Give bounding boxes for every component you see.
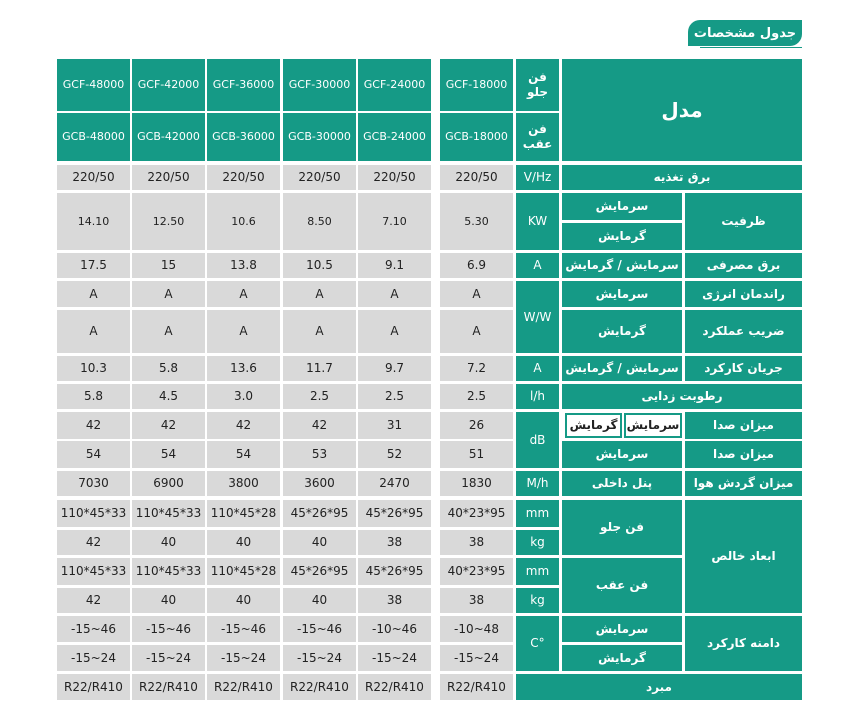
cell-eer: A xyxy=(358,281,431,307)
unit-mm: mm xyxy=(516,558,559,585)
cell-range-heat: -15~24 xyxy=(440,645,513,671)
table-title: جدول مشخصات xyxy=(688,20,802,46)
cell-back-model: GCB-24000 xyxy=(358,113,431,161)
cell-airflow: 2470 xyxy=(358,471,431,496)
cell-current: 10.3 xyxy=(57,356,130,381)
cell-cop: A xyxy=(440,310,513,353)
cell-front-kg: 40 xyxy=(207,530,280,555)
cell-noise2: 54 xyxy=(207,441,280,468)
cell-dehum: 2.5 xyxy=(358,384,431,409)
cell-front-kg: 40 xyxy=(132,530,205,555)
cell-eer: A xyxy=(132,281,205,307)
cell-back-dim: 45*26*95 xyxy=(283,558,356,585)
cell-supply: 220/50 xyxy=(283,165,356,190)
cell-range-cool: -15~46 xyxy=(283,616,356,642)
cell-noise1: 42 xyxy=(283,412,356,439)
cell-current: 9.7 xyxy=(358,356,431,381)
cell-noise1: 42 xyxy=(207,412,280,439)
operating-range-label: دامنه کارکرد xyxy=(685,616,802,671)
cell-capacity: 10.6 xyxy=(207,193,280,250)
cell-cop: A xyxy=(283,310,356,353)
unit-a: A xyxy=(516,356,559,381)
cell-range-heat: -15~24 xyxy=(207,645,280,671)
noise-heating-box: گرمایش xyxy=(565,413,622,438)
cell-range-cool: -15~46 xyxy=(57,616,130,642)
cell-back-model: GCB-18000 xyxy=(440,113,513,161)
cell-refrigerant: R22/R410 xyxy=(132,674,205,700)
airflow-label: میزان گردش هوا xyxy=(685,471,802,496)
cell-dehum: 4.5 xyxy=(132,384,205,409)
cell-back-model: GCB-30000 xyxy=(283,113,356,161)
cell-capacity: 14.10 xyxy=(57,193,130,250)
cop-label: ضریب عملکرد xyxy=(685,310,802,353)
cell-dehum: 3.0 xyxy=(207,384,280,409)
cell-noise1: 31 xyxy=(358,412,431,439)
cell-back-kg: 38 xyxy=(358,588,431,613)
cell-range-heat: -15~24 xyxy=(358,645,431,671)
cell-noise1: 26 xyxy=(440,412,513,439)
current-cool-heat: سرمایش / گرمایش xyxy=(562,356,682,381)
unit-mm: mm xyxy=(516,500,559,527)
title-underline xyxy=(700,47,802,48)
cell-dehum: 5.8 xyxy=(57,384,130,409)
cell-power: 13.8 xyxy=(207,253,280,278)
cell-refrigerant: R22/R410 xyxy=(57,674,130,700)
cell-back-dim: 45*26*95 xyxy=(358,558,431,585)
cell-range-heat: -15~24 xyxy=(57,645,130,671)
cell-range-cool: -15~46 xyxy=(132,616,205,642)
cell-power: 6.9 xyxy=(440,253,513,278)
cell-power: 10.5 xyxy=(283,253,356,278)
cell-range-cool: -15~46 xyxy=(207,616,280,642)
capacity-cooling: سرمایش xyxy=(562,193,682,220)
net-dimensions-label: ابعاد خالص xyxy=(685,500,802,613)
cell-supply: 220/50 xyxy=(440,165,513,190)
cell-noise2: 54 xyxy=(57,441,130,468)
cell-front-dim: 110*45*33 xyxy=(57,500,130,527)
cell-front-kg: 42 xyxy=(57,530,130,555)
cell-current: 13.6 xyxy=(207,356,280,381)
cell-cop: A xyxy=(358,310,431,353)
cell-front-dim: 45*26*95 xyxy=(283,500,356,527)
cell-front-model: GCF-48000 xyxy=(57,59,130,111)
cop-heating: گرمایش xyxy=(562,310,682,353)
cell-front-model: GCF-42000 xyxy=(132,59,205,111)
cell-eer: A xyxy=(440,281,513,307)
cell-noise2: 54 xyxy=(132,441,205,468)
cell-power: 9.1 xyxy=(358,253,431,278)
cell-back-kg: 42 xyxy=(57,588,130,613)
operating-current-label: جریان کارکرد xyxy=(685,356,802,381)
cell-back-kg: 38 xyxy=(440,588,513,613)
cell-capacity: 7.10 xyxy=(358,193,431,250)
cell-range-cool: -10~48 xyxy=(440,616,513,642)
unit-vhz: V/Hz xyxy=(516,165,559,190)
cell-airflow: 3800 xyxy=(207,471,280,496)
cell-range-heat: -15~24 xyxy=(283,645,356,671)
cell-cop: A xyxy=(57,310,130,353)
cell-refrigerant: R22/R410 xyxy=(283,674,356,700)
front-fan-label: فن جلو xyxy=(562,500,682,555)
back-fan-label: فن عقب xyxy=(562,558,682,613)
refrigerant-label: مبرد xyxy=(516,674,802,700)
power-consumption-label: برق مصرفی xyxy=(685,253,802,278)
noise-level-label: میزان صدا xyxy=(685,412,802,439)
cell-front-kg: 38 xyxy=(358,530,431,555)
cell-range-heat: -15~24 xyxy=(132,645,205,671)
cell-noise2: 53 xyxy=(283,441,356,468)
cell-back-model: GCB-36000 xyxy=(207,113,280,161)
cell-front-model: GCF-18000 xyxy=(440,59,513,111)
cell-range-cool: -10~46 xyxy=(358,616,431,642)
energy-efficiency-label: راندمان انرژی xyxy=(685,281,802,307)
cell-front-dim: 110*45*28 xyxy=(207,500,280,527)
capacity-label: ظرفیت xyxy=(685,193,802,250)
cell-capacity: 5.30 xyxy=(440,193,513,250)
noise-cooling-box: سرمایش xyxy=(624,413,682,438)
cell-back-kg: 40 xyxy=(283,588,356,613)
cell-refrigerant: R22/R410 xyxy=(440,674,513,700)
cell-back-dim: 40*23*95 xyxy=(440,558,513,585)
unit-kw: KW xyxy=(516,193,559,250)
cell-airflow: 7030 xyxy=(57,471,130,496)
unit-kg: kg xyxy=(516,530,559,555)
cell-cop: A xyxy=(132,310,205,353)
cell-front-kg: 38 xyxy=(440,530,513,555)
unit-ww: W/W xyxy=(516,281,559,353)
unit-mh: M/h xyxy=(516,471,559,496)
unit-a: A xyxy=(516,253,559,278)
noise-cooling: سرمایش xyxy=(562,441,682,468)
power-supply-label: برق تغذیه xyxy=(562,165,802,190)
cell-power: 17.5 xyxy=(57,253,130,278)
cell-dehum: 2.5 xyxy=(283,384,356,409)
cell-supply: 220/50 xyxy=(132,165,205,190)
cell-current: 5.8 xyxy=(132,356,205,381)
cell-eer: A xyxy=(57,281,130,307)
unit-db: dB xyxy=(516,412,559,468)
cell-supply: 220/50 xyxy=(57,165,130,190)
cell-cop: A xyxy=(207,310,280,353)
cell-back-model: GCB-48000 xyxy=(57,113,130,161)
cell-current: 7.2 xyxy=(440,356,513,381)
cell-refrigerant: R22/R410 xyxy=(358,674,431,700)
cell-eer: A xyxy=(283,281,356,307)
cell-dehum: 2.5 xyxy=(440,384,513,409)
power-cool-heat: سرمایش / گرمایش xyxy=(562,253,682,278)
cell-noise1: 42 xyxy=(57,412,130,439)
cell-airflow: 6900 xyxy=(132,471,205,496)
cell-front-model: GCF-24000 xyxy=(358,59,431,111)
cell-back-dim: 110*45*33 xyxy=(132,558,205,585)
cell-front-model: GCF-30000 xyxy=(283,59,356,111)
cell-supply: 220/50 xyxy=(358,165,431,190)
cell-power: 15 xyxy=(132,253,205,278)
cell-airflow: 3600 xyxy=(283,471,356,496)
capacity-heating: گرمایش xyxy=(562,223,682,250)
cell-front-model: GCF-36000 xyxy=(207,59,280,111)
cell-capacity: 8.50 xyxy=(283,193,356,250)
cell-front-dim: 110*45*33 xyxy=(132,500,205,527)
cell-back-model: GCB-42000 xyxy=(132,113,205,161)
cell-refrigerant: R22/R410 xyxy=(207,674,280,700)
dehumidification-label: رطوبت زدایی xyxy=(562,384,802,409)
cell-back-dim: 110*45*28 xyxy=(207,558,280,585)
cell-back-kg: 40 xyxy=(207,588,280,613)
cell-supply: 220/50 xyxy=(207,165,280,190)
unit-lh: l/h xyxy=(516,384,559,409)
cell-current: 11.7 xyxy=(283,356,356,381)
cell-airflow: 1830 xyxy=(440,471,513,496)
cell-back-kg: 40 xyxy=(132,588,205,613)
cell-noise2: 51 xyxy=(440,441,513,468)
cell-front-dim: 40*23*95 xyxy=(440,500,513,527)
model-label: مدل xyxy=(562,59,802,161)
cell-noise2: 52 xyxy=(358,441,431,468)
range-cooling: سرمایش xyxy=(562,616,682,642)
unit-kg: kg xyxy=(516,588,559,613)
range-heating: گرمایش xyxy=(562,645,682,671)
indoor-panel: پنل داخلی xyxy=(562,471,682,496)
noise-level-label: میزان صدا xyxy=(685,441,802,468)
unit-celsius: C° xyxy=(516,616,559,671)
cell-back-dim: 110*45*33 xyxy=(57,558,130,585)
cell-eer: A xyxy=(207,281,280,307)
fan-back-label: فن عقب xyxy=(516,113,559,161)
eer-cooling: سرمایش xyxy=(562,281,682,307)
cell-capacity: 12.50 xyxy=(132,193,205,250)
cell-front-dim: 45*26*95 xyxy=(358,500,431,527)
fan-front-label: فن جلو xyxy=(516,59,559,111)
cell-noise1: 42 xyxy=(132,412,205,439)
cell-front-kg: 40 xyxy=(283,530,356,555)
